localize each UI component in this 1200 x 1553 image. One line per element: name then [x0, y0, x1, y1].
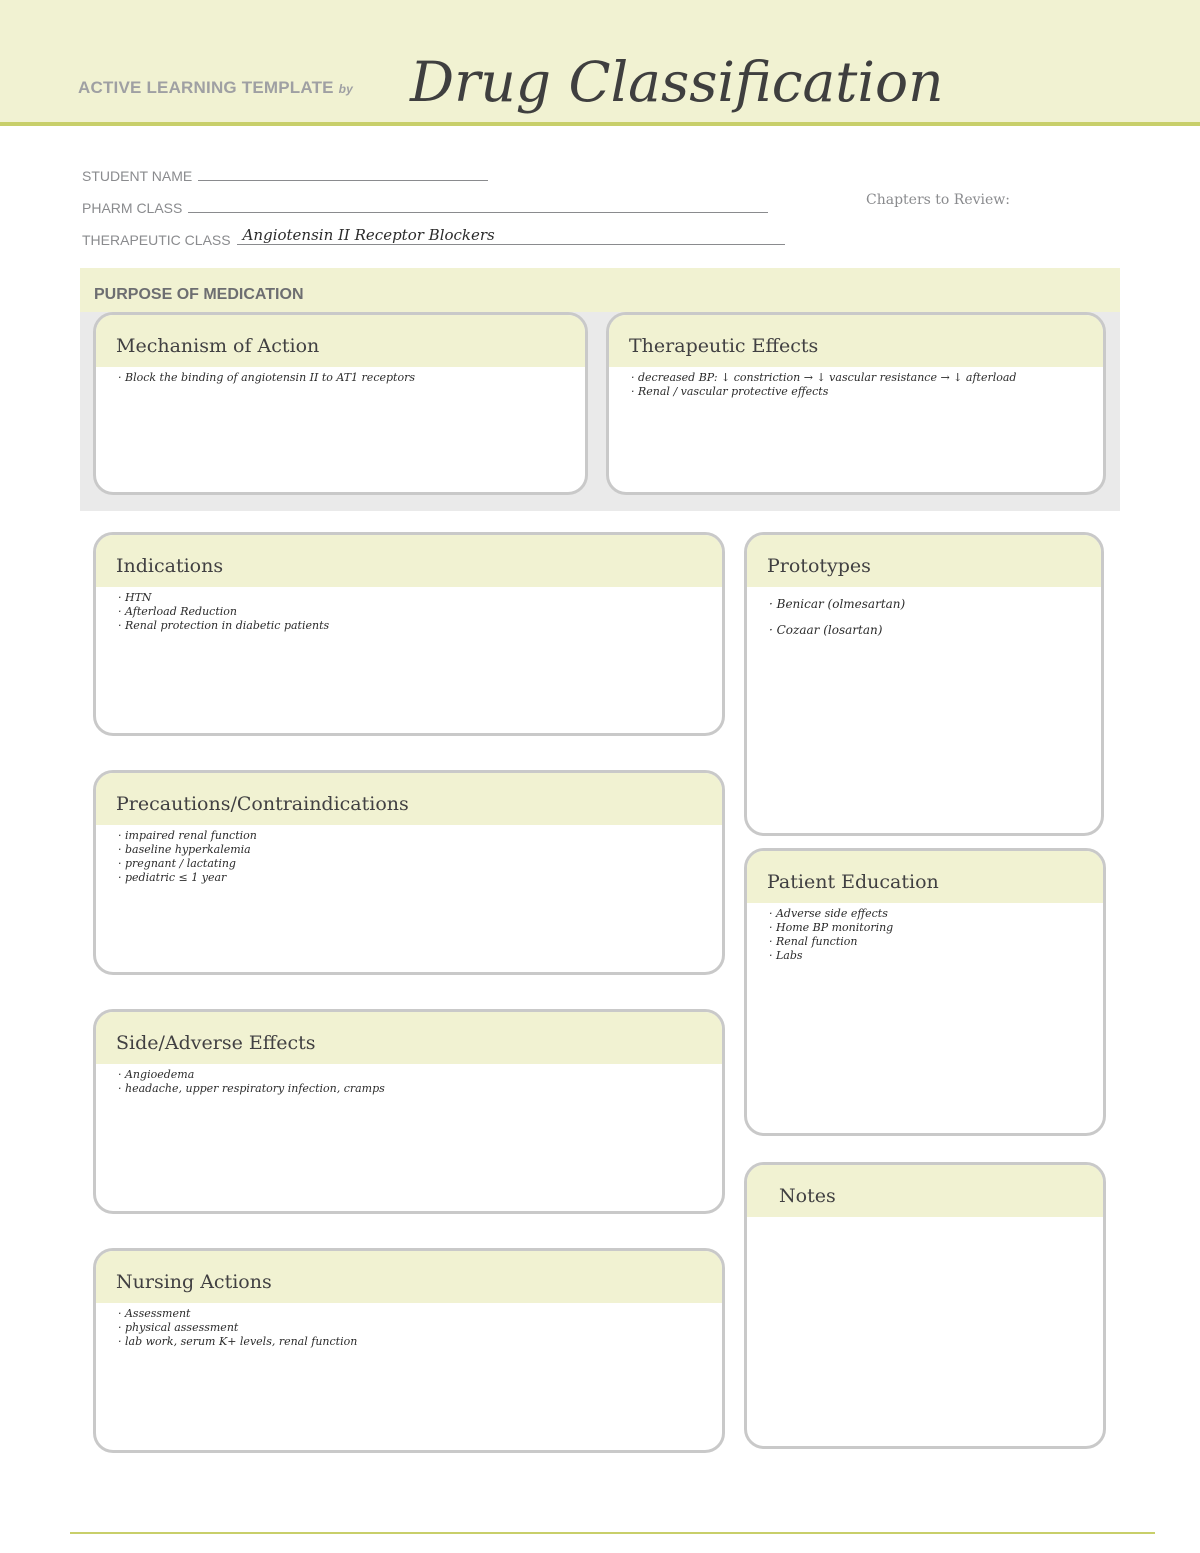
template-label-by: by	[338, 82, 354, 96]
student-name-label: STUDENT NAME	[82, 168, 193, 184]
list-item: · decreased BP: ↓ constriction → ↓ vascular resistance → ↓ afterload	[631, 371, 1017, 384]
purpose-title: PURPOSE OF MEDICATION	[94, 286, 304, 303]
list-item: · baseline hyperkalemia	[118, 843, 251, 856]
nursing-actions-box[interactable]	[93, 1248, 725, 1453]
pharm-class-label: PHARM CLASS	[82, 200, 183, 216]
therapeutic-effects-title: Therapeutic Effects	[609, 315, 1103, 367]
list-item: · Renal function	[769, 935, 858, 948]
prototypes-box[interactable]	[744, 532, 1104, 836]
side-effects-title: Side/Adverse Effects	[96, 1012, 722, 1064]
indications-box[interactable]	[93, 532, 725, 736]
list-item: · Assessment	[118, 1307, 191, 1320]
therapeutic-class-value: Angiotensin II Receptor Blockers	[242, 226, 495, 244]
prototypes-content	[747, 587, 1101, 643]
mechanism-of-action-box[interactable]	[93, 312, 588, 495]
list-item: · impaired renal function	[118, 829, 257, 842]
list-item: · Home BP monitoring	[769, 921, 894, 934]
side-effects-content	[96, 1064, 722, 1096]
indications-title: Indications	[96, 535, 722, 587]
therapeutic-effects-box[interactable]	[606, 312, 1106, 495]
nursing-actions-title: Nursing Actions	[96, 1251, 722, 1303]
footer-divider	[70, 1532, 1155, 1534]
notes-content	[747, 1217, 1103, 1221]
patient-education-content	[747, 903, 1103, 963]
therapeutic-class-line[interactable]	[237, 226, 785, 245]
patient-education-box[interactable]	[744, 848, 1106, 1136]
precautions-title: Precautions/Contraindications	[96, 773, 722, 825]
list-item: · physical assessment	[118, 1321, 239, 1334]
list-item: · pregnant / lactating	[118, 857, 236, 870]
template-label-text: ACTIVE LEARNING TEMPLATE	[78, 78, 334, 97]
patient-education-title: Patient Education	[747, 851, 1103, 903]
notes-box[interactable]	[744, 1162, 1106, 1449]
precautions-box[interactable]	[93, 770, 725, 975]
indications-content	[96, 587, 722, 633]
nursing-actions-content	[96, 1303, 722, 1349]
list-item: · lab work, serum K+ levels, renal function	[118, 1335, 358, 1348]
list-item: · Cozaar (losartan)	[769, 623, 883, 637]
mechanism-of-action-content	[96, 367, 585, 385]
side-effects-box[interactable]	[93, 1009, 725, 1214]
list-item: · headache, upper respiratory infection, cramps	[118, 1082, 385, 1095]
page-title: Drug Classification	[410, 50, 944, 114]
therapeutic-class-field[interactable]	[82, 226, 785, 248]
list-item: · Renal / vascular protective effects	[631, 385, 829, 398]
pharm-class-field[interactable]	[82, 198, 768, 216]
therapeutic-effects-content	[609, 367, 1103, 399]
chapters-to-review: Chapters to Review:	[866, 192, 1010, 208]
notes-title: Notes	[747, 1165, 1103, 1217]
template-label	[78, 78, 353, 98]
therapeutic-class-label: THERAPEUTIC CLASS	[82, 232, 231, 248]
precautions-content	[96, 825, 722, 885]
prototypes-title: Prototypes	[747, 535, 1101, 587]
student-name-field[interactable]	[82, 166, 488, 184]
list-item: · HTN	[118, 591, 152, 604]
list-item: · Renal protection in diabetic patients	[118, 619, 330, 632]
student-name-line[interactable]	[198, 166, 488, 181]
list-item: · pediatric ≤ 1 year	[118, 871, 227, 884]
list-item: · Angioedema	[118, 1068, 195, 1081]
list-item: · Block the binding of angiotensin II to AT1 receptors	[118, 371, 415, 384]
pharm-class-line[interactable]	[188, 198, 768, 213]
mechanism-of-action-title: Mechanism of Action	[96, 315, 585, 367]
purpose-header	[80, 268, 1120, 312]
list-item: · Labs	[769, 949, 803, 962]
list-item: · Afterload Reduction	[118, 605, 237, 618]
list-item: · Adverse side effects	[769, 907, 888, 920]
list-item: · Benicar (olmesartan)	[769, 597, 906, 611]
